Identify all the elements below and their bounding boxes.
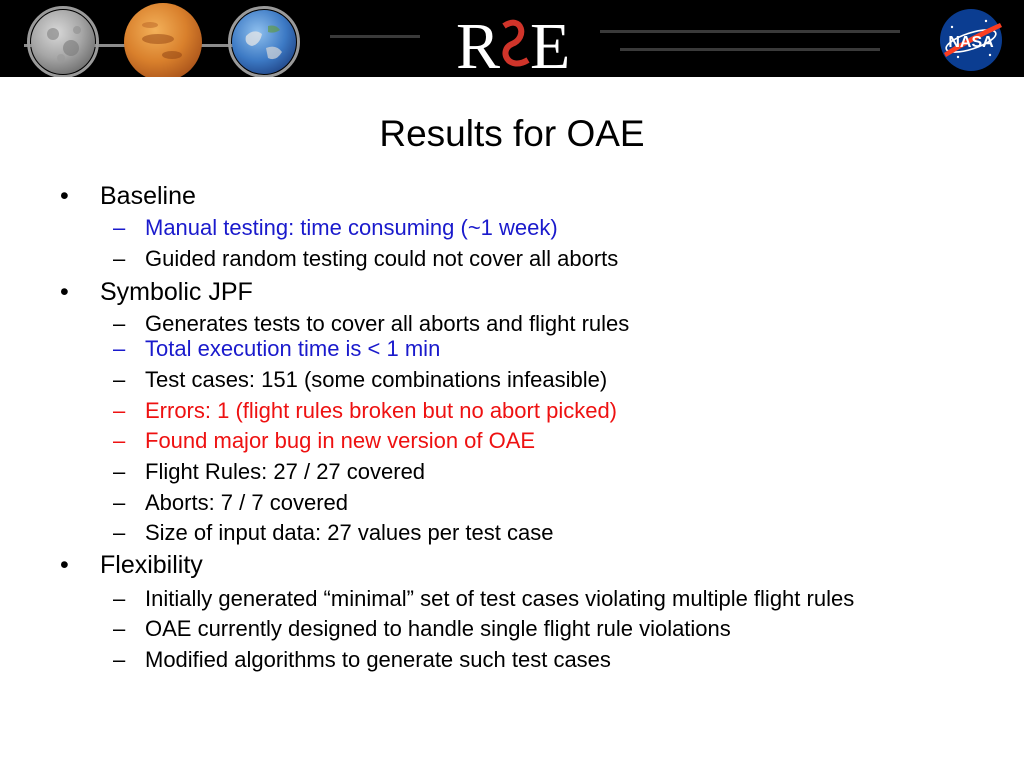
svg-text:R: R	[456, 12, 501, 76]
dash-marker: –	[113, 367, 126, 392]
bullet-text: Modified algorithms to generate such test cases	[145, 647, 611, 672]
bullet-text: Baseline	[100, 182, 196, 210]
bullet-text: Test cases: 151 (some combinations infeasible)	[145, 367, 608, 392]
bullet-text: Initially generated “minimal” set of test cases violating multiple flight rules	[145, 586, 855, 611]
bullet-text: Manual testing: time consuming (~1 week)	[145, 215, 558, 240]
dash-marker: –	[113, 398, 126, 423]
dash-marker: –	[113, 428, 126, 453]
dash-marker: –	[113, 586, 126, 611]
bullet-text: Size of input data: 27 values per test case	[145, 520, 554, 545]
svg-text:NASA: NASA	[948, 34, 994, 51]
dash-marker: –	[113, 459, 126, 484]
dash-marker: –	[113, 311, 126, 336]
bullet-text: Errors: 1 (flight rules broken but no abort picked)	[145, 398, 618, 423]
bullet-text: Total execution time is < 1 min	[145, 336, 441, 361]
page-title: Results for OAE	[379, 113, 645, 154]
dash-marker: –	[113, 616, 126, 641]
bullet-marker: •	[60, 182, 69, 210]
bullet-text: Flexibility	[100, 551, 203, 579]
bullet-text: Found major bug in new version of OAE	[145, 428, 536, 453]
dash-marker: –	[113, 246, 126, 271]
dash-marker: –	[113, 647, 126, 672]
bullet-text: Guided random testing could not cover all aborts	[145, 246, 619, 271]
dash-marker: –	[113, 490, 126, 515]
bullet-text: OAE currently designed to handle single flight rule violations	[145, 616, 731, 641]
bullet-text: Aborts: 7 / 7 covered	[145, 490, 348, 515]
bullet-text: Symbolic JPF	[100, 278, 253, 306]
dash-marker: –	[113, 336, 126, 361]
bullet-text: Generates tests to cover all aborts and flight rules	[145, 311, 630, 336]
bullet-text: Flight Rules: 27 / 27 covered	[145, 459, 426, 484]
dash-marker: –	[113, 215, 126, 240]
svg-text:E: E	[530, 12, 571, 76]
bullet-marker: •	[60, 551, 69, 579]
bullet-marker: •	[60, 278, 69, 306]
dash-marker: –	[113, 520, 126, 545]
